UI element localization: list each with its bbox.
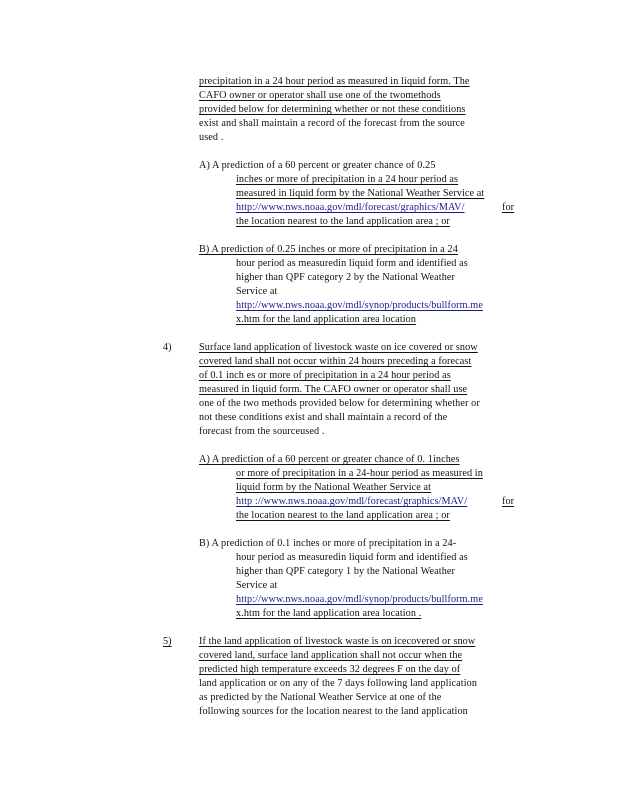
intro-line-1: precipitation in a 24 hour period as measured in liquid form. The	[199, 76, 470, 87]
item4-line-5: one of the two methods provided below for determining whether or	[199, 398, 480, 409]
item4b-link-1[interactable]: http://www.nws.noaa.gov/mdl/synop/products/bullform.me	[236, 594, 483, 605]
item3a-line-2: inches or more of precipitation in a 24 hour period as	[236, 174, 459, 185]
item5-line-2: covered land, surface land application shall not occur when the	[199, 650, 463, 661]
intro-line-2: CAFO owner or operator shall use one of the twomethods	[199, 90, 441, 101]
item5-line-6: following sources for the location nearest to the land application	[199, 706, 468, 717]
item4-line-7: forecast from the sourceused .	[199, 426, 325, 437]
intro-line-4: exist and shall maintain a record of the forecast from the source	[199, 118, 465, 129]
item5-line-1: If the land application of livestock waste is on icecovered or snow	[199, 636, 476, 647]
item4b-line-2: hour period as measuredin liquid form and identified as	[236, 552, 468, 563]
item4b-line-4: Service at	[236, 580, 278, 591]
intro-line-5: used .	[199, 132, 224, 143]
item4b-line-1: B) A prediction of 0.1 inches or more of precipitation in a 24-	[199, 538, 457, 549]
item5-line-3: predicted high temperature exceeds 32 degrees F on the day of	[199, 664, 461, 675]
item5-line-5: as predicted by the National Weather Service at one of the	[199, 692, 442, 703]
intro-line-3: provided below for determining whether or not these conditions	[199, 104, 466, 115]
item4b-line-6: x.htm for the land application area location .	[236, 608, 422, 619]
item4a-line-2: or more of precipitation in a 24-hour period as measured in	[236, 468, 483, 479]
item3b-line-2: hour period as measuredin liquid form and identified as	[236, 258, 468, 269]
item5-line-4: land application or on any of the 7 days following land application	[199, 678, 478, 689]
item3a-line-1: A) A prediction of a 60 percent or greater chance of 0.25	[199, 160, 436, 171]
item3b-line-4: Service at	[236, 286, 278, 297]
item4a-line-for: for	[502, 496, 515, 507]
item4-line-2: covered land shall not occur within 24 hours preceding a forecast	[199, 356, 472, 367]
item4-line-6: not these conditions exist and shall maintain a record of the	[199, 412, 448, 423]
item3a-line-for: for	[502, 202, 515, 213]
item4a-line-1: A) A prediction of a 60 percent or greater chance of 0. 1inches	[199, 454, 460, 465]
item3b-line-6: x.htm for the land application area location	[236, 314, 417, 325]
item4-line-1: Surface land application of livestock waste on ice covered or snow	[199, 342, 478, 353]
item3a-line-3: measured in liquid form by the National Weather Service at	[236, 188, 485, 199]
item5-number: 5)	[163, 636, 172, 647]
item3b-line-3: higher than QPF category 2 by the National Weather	[236, 272, 456, 283]
item3a-line-5: the location nearest to the land application area ; or	[236, 216, 450, 227]
item4-line-4: measured in liquid form. The CAFO owner or operator shall use	[199, 384, 468, 395]
item4a-line-3: liquid form by the National Weather Service at	[236, 482, 432, 493]
item4-line-3: of 0.1 inch es or more of precipitation in a 24 hour period as	[199, 370, 451, 381]
item4b-line-3: higher than QPF category 1 by the National Weather	[236, 566, 456, 577]
item3b-link-1[interactable]: http://www.nws.noaa.gov/mdl/synop/products/bullform.me	[236, 300, 483, 311]
item4a-link[interactable]: http ://www.nws.noaa.gov/mdl/forecast/graphics/MAV/	[236, 496, 468, 507]
item4a-line-5: the location nearest to the land application area ; or	[236, 510, 450, 521]
item4-number: 4)	[163, 342, 172, 353]
item3a-link[interactable]: http://www.nws.noaa.gov/mdl/forecast/graphics/MAV/	[236, 202, 465, 213]
item3b-line-1: B) A prediction of 0.25 inches or more of precipitation in a 24	[199, 244, 458, 255]
